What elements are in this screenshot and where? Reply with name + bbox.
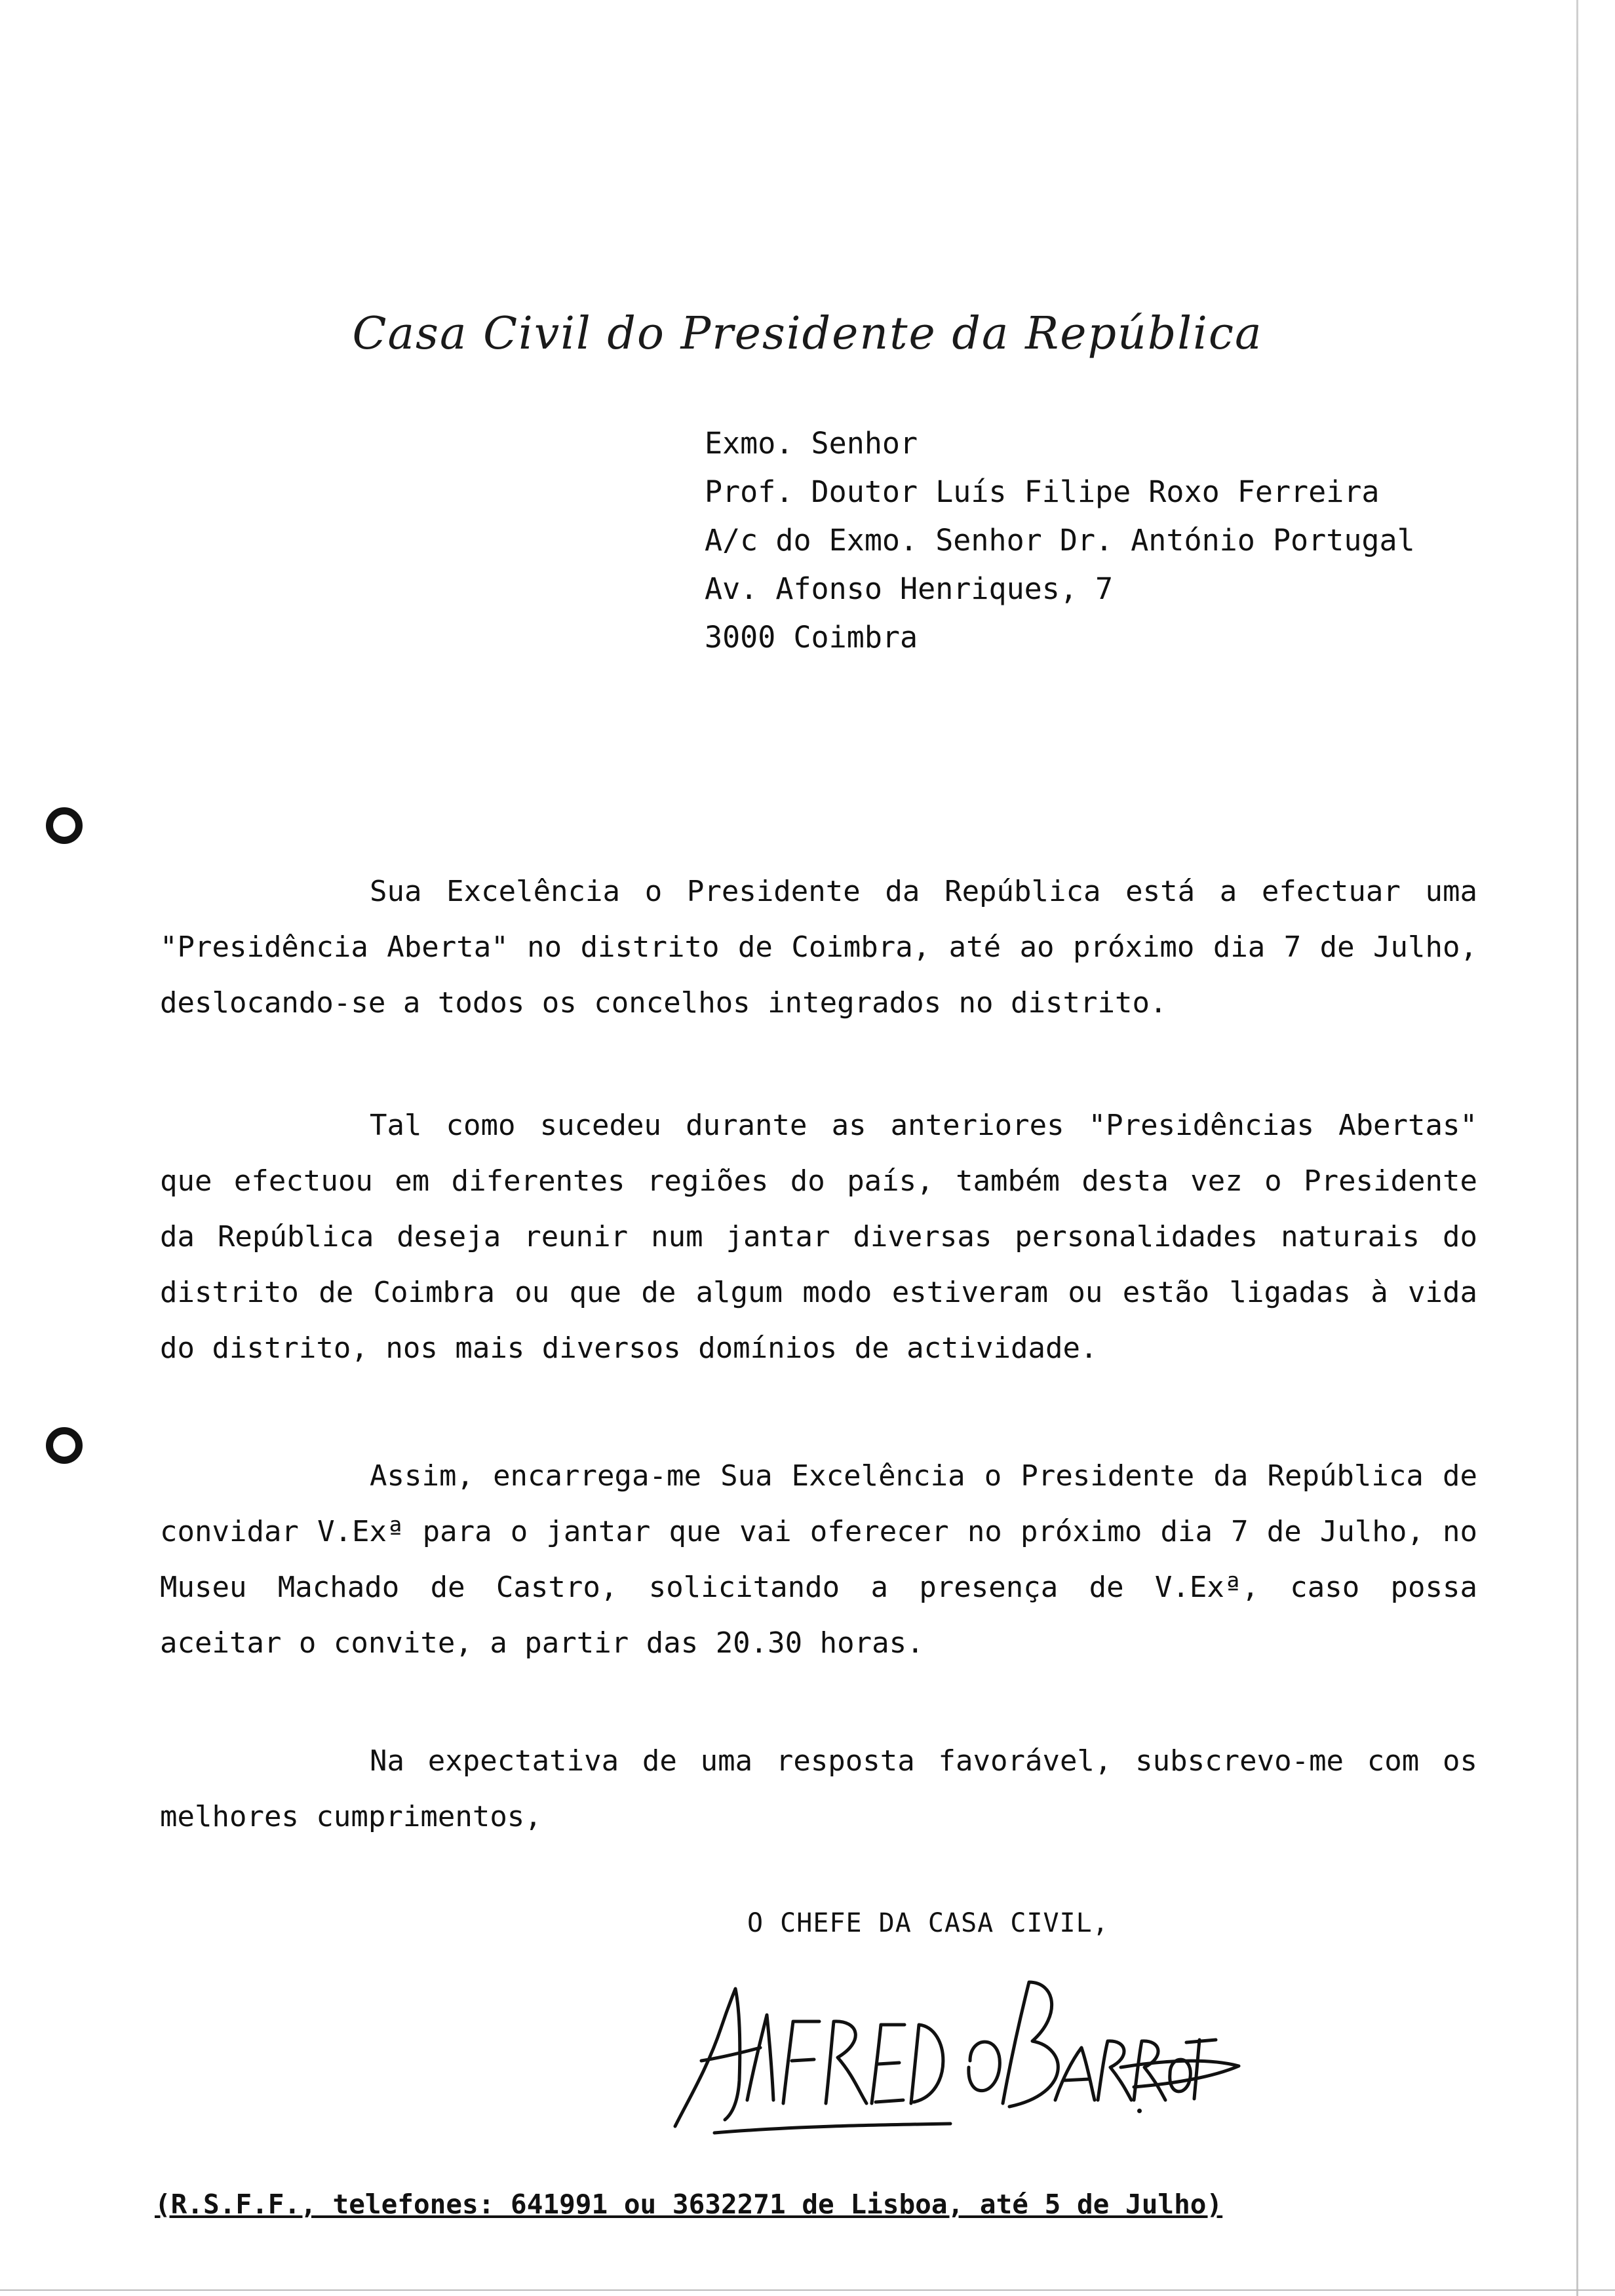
letterhead-title: Casa Civil do Presidente da República <box>352 308 1263 360</box>
ink-speck <box>1137 2109 1142 2113</box>
address-line: 3000 Coimbra <box>705 620 918 655</box>
recipient-address <box>705 419 1415 662</box>
handwritten-signature <box>662 1969 1252 2142</box>
page-bottom-edge <box>0 2289 1615 2291</box>
letter-paragraph-1 <box>160 864 1477 1031</box>
address-line: Prof. Doutor Luís Filipe Roxo Ferreira <box>705 474 1380 509</box>
punch-hole <box>46 1427 83 1464</box>
footer-note: (R.S.F.F., telefones: 641991 ou 3632271 de Lisboa, até 5 de Julho) <box>155 2189 1223 2220</box>
punch-hole <box>46 807 83 844</box>
letter-paragraph-4 <box>160 1733 1477 1845</box>
signature-mark <box>662 1969 1252 2139</box>
address-line: A/c do Exmo. Senhor Dr. António Portugal <box>705 523 1415 558</box>
paragraph-text: Sua Excelência o Presidente da República está a efectuar uma "Presidência Aberta" no distrito de Coimbra, até ao próximo dia 7 de Julho, deslocando-se a todos os concelhos integrados no distrito. <box>160 875 1477 1020</box>
letter-paragraph-2 <box>160 1098 1477 1376</box>
letter-paragraph-3 <box>160 1448 1477 1671</box>
paragraph-text: Tal como sucedeu durante as anteriores "Presidências Abertas" que efectuou em diferentes regiões do país, também desta vez o Presidente da República deseja reunir num jantar diversas personalidades naturais do distrito de Coimbra ou que de algum modo estiveram ou estão ligadas à vida do distrito, nos mais diversos domínios de actividade. <box>160 1109 1477 1365</box>
paragraph-text: Assim, encarrega-me Sua Excelência o Presidente da República de convidar V.Exª para o jantar que vai oferecer no próximo dia 7 de Julho, no Museu Machado de Castro, solicitando a presença de V.Exª, caso possa aceitar o convite, a partir das 20.30 horas. <box>160 1459 1477 1660</box>
paragraph-text: Na expectativa de uma resposta favorável, subscrevo-me com os melhores cumprimentos, <box>160 1744 1477 1833</box>
address-line: Av. Afonso Henriques, 7 <box>705 571 1114 606</box>
address-line: Exmo. Senhor <box>705 426 918 461</box>
closing-title: O CHEFE DA CASA CIVIL, <box>747 1908 1109 1938</box>
